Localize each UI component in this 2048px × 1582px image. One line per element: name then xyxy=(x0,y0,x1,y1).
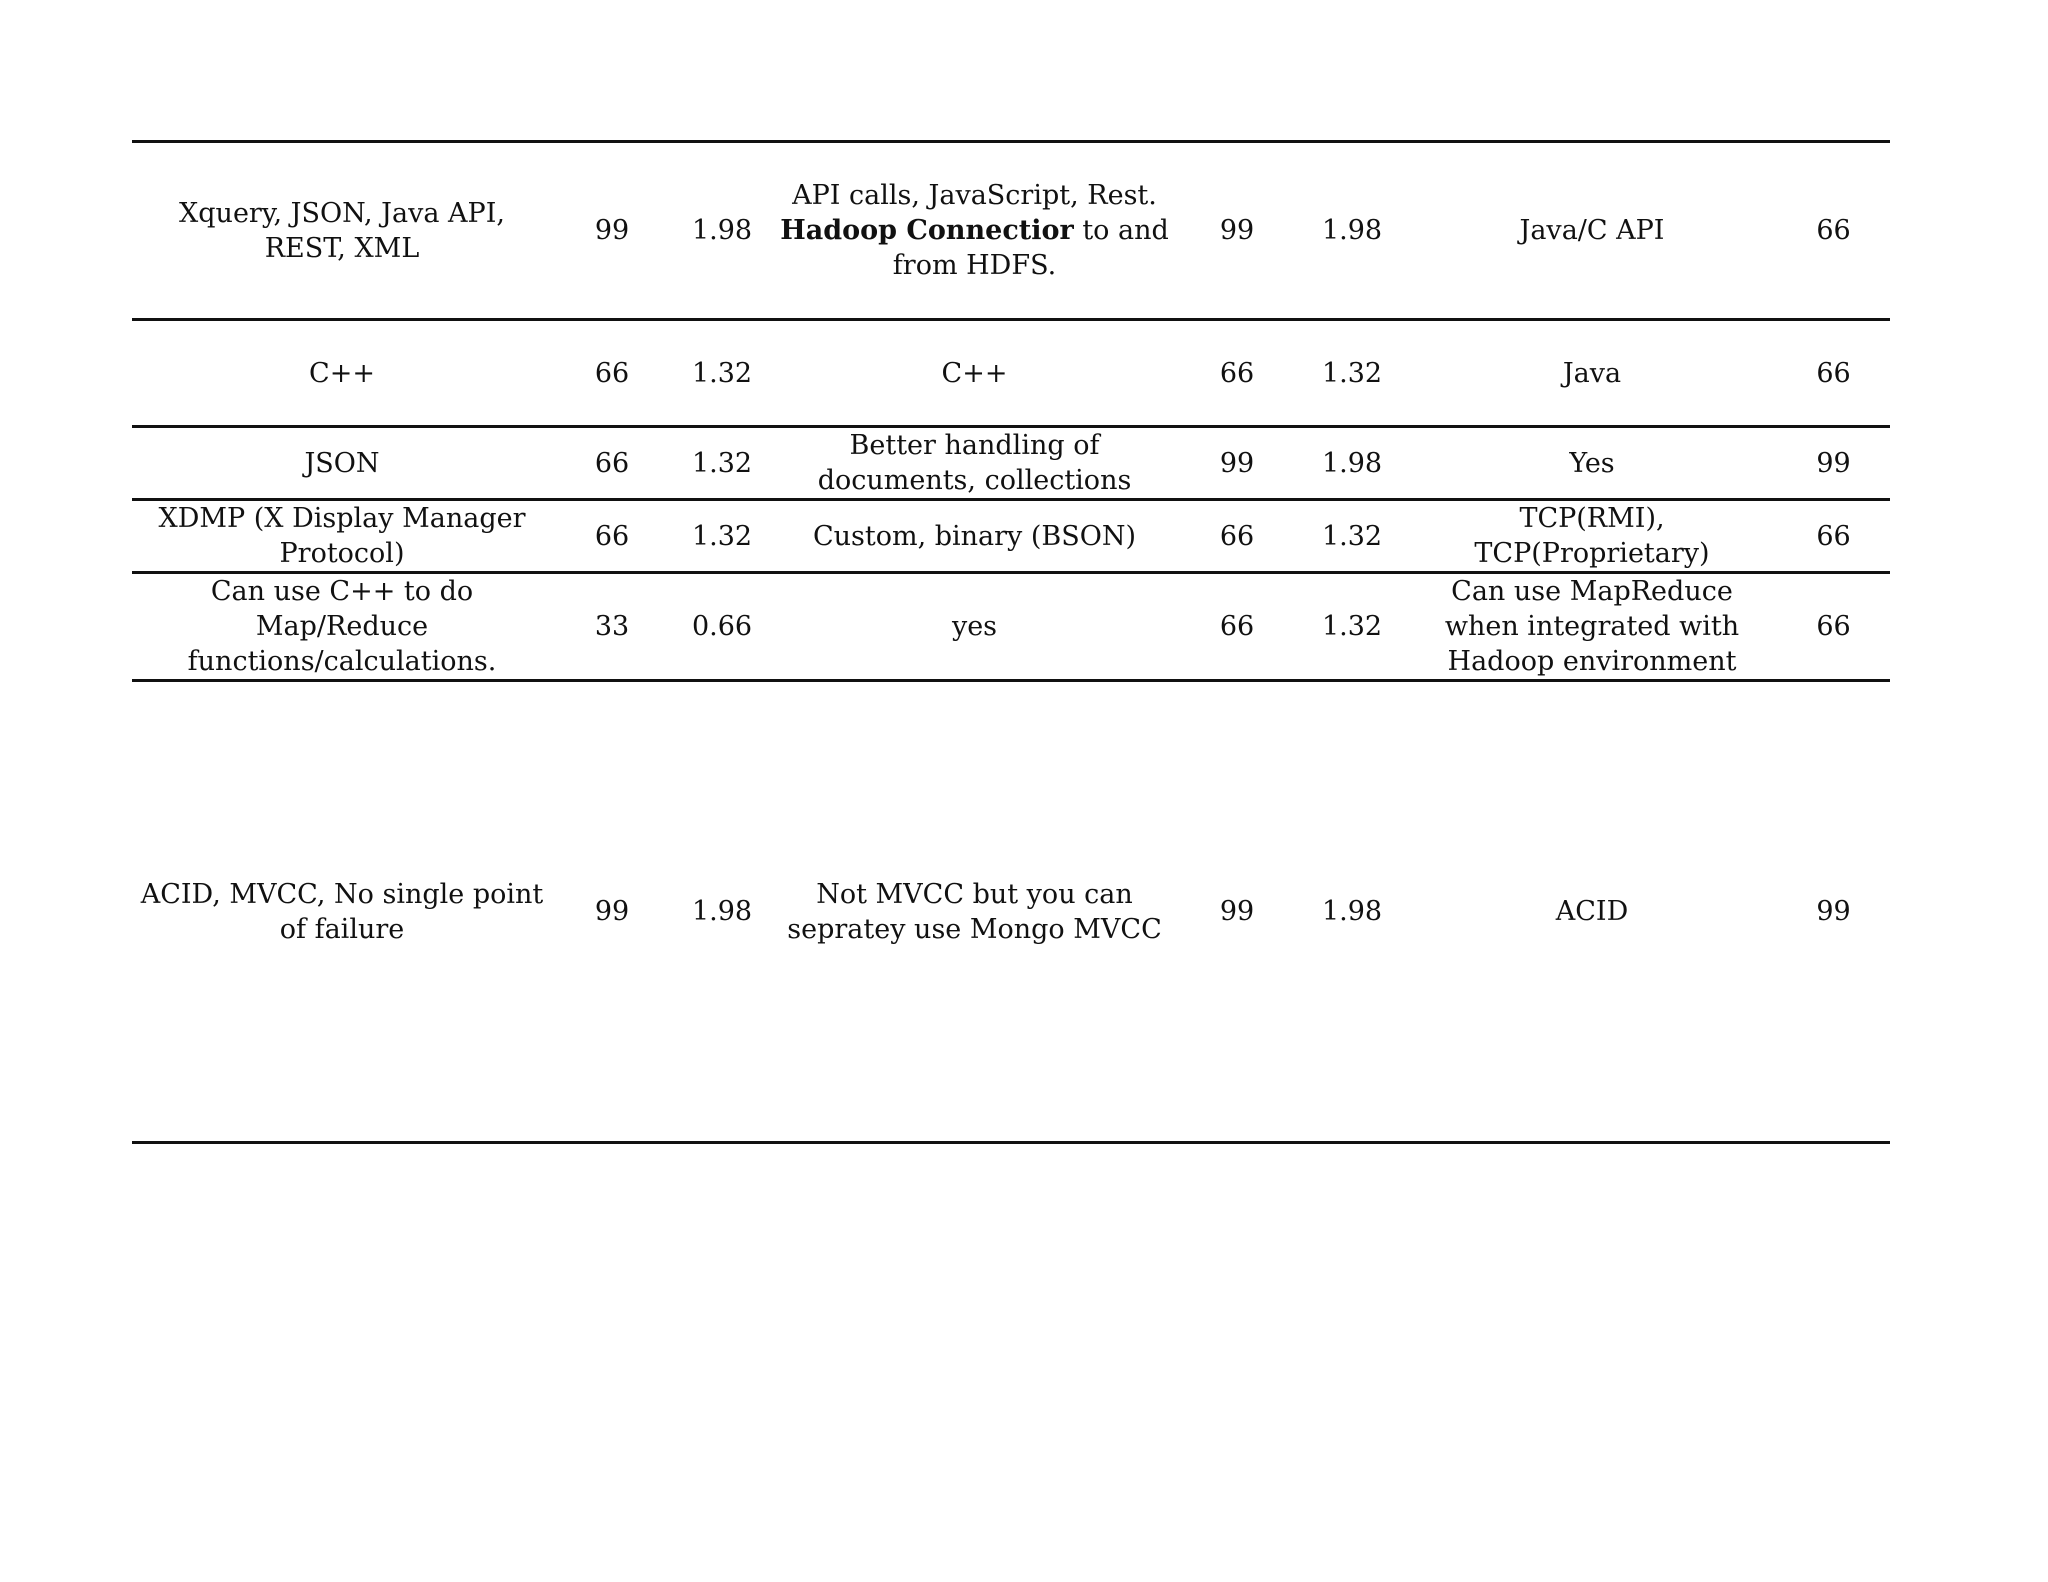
table-cell: 1.32 xyxy=(1297,500,1407,573)
table-cell: 66 xyxy=(552,320,672,427)
table-cell: 1.32 xyxy=(1297,573,1407,681)
table-cell: 66 xyxy=(1777,320,1890,427)
table-cell: 66 xyxy=(1177,320,1297,427)
cell-text: to and from HDFS. xyxy=(892,215,1169,281)
table-cell: 0.66 xyxy=(672,573,772,681)
table-cell: C++ xyxy=(772,320,1177,427)
table-cell: 66 xyxy=(1177,573,1297,681)
table-cell: Can use MapReduce when integrated with Hadoop environment xyxy=(1407,573,1777,681)
table-cell: 99 xyxy=(552,681,672,1143)
comparison-table xyxy=(132,140,1890,1144)
table-cell: 66 xyxy=(1777,573,1890,681)
cell-bold-text: Hadoop Connectior xyxy=(780,215,1074,246)
table-row xyxy=(132,427,1890,500)
table-cell: 1.98 xyxy=(672,681,772,1143)
table-cell: TCP(RMI), TCP(Proprietary) xyxy=(1407,500,1777,573)
table-cell: 33 xyxy=(552,573,672,681)
table-cell: 1.32 xyxy=(1297,320,1407,427)
table-cell: Not MVCC but you can sepratey use Mongo MVCC xyxy=(772,681,1177,1143)
table-cell: Can use C++ to do Map/Reduce functions/calculations. xyxy=(132,573,552,681)
table-cell: 99 xyxy=(1777,427,1890,500)
table-cell: Custom, binary (BSON) xyxy=(772,500,1177,573)
table-cell: Xquery, JSON, Java API, REST, XML xyxy=(132,142,552,320)
table-cell: XDMP (X Display Manager Protocol) xyxy=(132,500,552,573)
table-row xyxy=(132,320,1890,427)
table-cell: Java/C API xyxy=(1407,142,1777,320)
table-cell: 66 xyxy=(1177,500,1297,573)
table-cell: yes xyxy=(772,573,1177,681)
table-cell xyxy=(772,142,1177,320)
table-cell: 1.98 xyxy=(672,142,772,320)
table-cell: 1.98 xyxy=(1297,681,1407,1143)
table-cell: ACID xyxy=(1407,681,1777,1143)
table-cell: 99 xyxy=(552,142,672,320)
table-cell: Java xyxy=(1407,320,1777,427)
table-cell: 99 xyxy=(1177,427,1297,500)
table-cell: Yes xyxy=(1407,427,1777,500)
table-cell: 66 xyxy=(552,500,672,573)
table-row xyxy=(132,500,1890,573)
table-cell: 1.98 xyxy=(1297,142,1407,320)
table-cell: 1.32 xyxy=(672,427,772,500)
table-cell: ACID, MVCC, No single point of failure xyxy=(132,681,552,1143)
table-row xyxy=(132,681,1890,1143)
table-cell: 99 xyxy=(1177,142,1297,320)
table-cell: C++ xyxy=(132,320,552,427)
table-cell: JSON xyxy=(132,427,552,500)
table-cell: Better handling of documents, collections xyxy=(772,427,1177,500)
table-row xyxy=(132,142,1890,320)
table-cell: 99 xyxy=(1777,681,1890,1143)
table-cell: 66 xyxy=(1777,500,1890,573)
cell-text: API calls, JavaScript, Rest. xyxy=(792,180,1157,211)
table-cell: 1.32 xyxy=(672,320,772,427)
table-cell: 1.98 xyxy=(1297,427,1407,500)
table-cell: 66 xyxy=(552,427,672,500)
table-cell: 66 xyxy=(1777,142,1890,320)
table-cell: 1.32 xyxy=(672,500,772,573)
table-row xyxy=(132,573,1890,681)
table-cell: 99 xyxy=(1177,681,1297,1143)
